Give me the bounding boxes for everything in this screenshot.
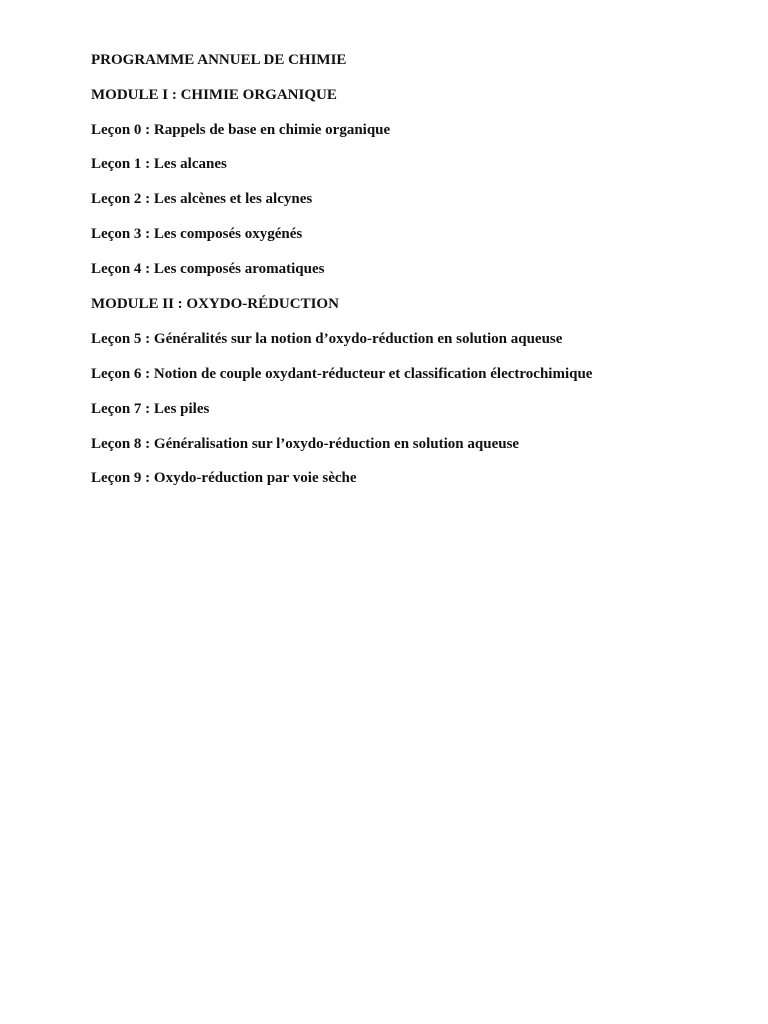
- document-title: PROGRAMME ANNUEL DE CHIMIE: [91, 52, 347, 68]
- module-heading: MODULE II : OXYDO-RÉDUCTION: [91, 296, 339, 312]
- lesson-item: Leçon 4 : Les composés aromatiques: [91, 261, 325, 277]
- lesson-item: Leçon 8 : Généralisation sur l’oxydo-réduction en solution aqueuse: [91, 436, 520, 452]
- lesson-item: Leçon 1 : Les alcanes: [91, 156, 227, 172]
- lesson-item: Leçon 3 : Les composés oxygénés: [91, 226, 303, 242]
- lesson-item: Leçon 2 : Les alcènes et les alcynes: [91, 191, 313, 207]
- lesson-item: Leçon 5 : Généralités sur la notion d’oxydo-réduction en solution aqueuse: [91, 331, 563, 347]
- lesson-item: Leçon 0 : Rappels de base en chimie organique: [91, 122, 391, 138]
- lesson-item: Leçon 9 : Oxydo-réduction par voie sèche: [91, 470, 357, 486]
- lesson-item: Leçon 6 : Notion de couple oxydant-réducteur et classification électrochimique: [91, 366, 593, 382]
- module-heading: MODULE I : CHIMIE ORGANIQUE: [91, 87, 337, 103]
- lesson-item: Leçon 7 : Les piles: [91, 401, 210, 417]
